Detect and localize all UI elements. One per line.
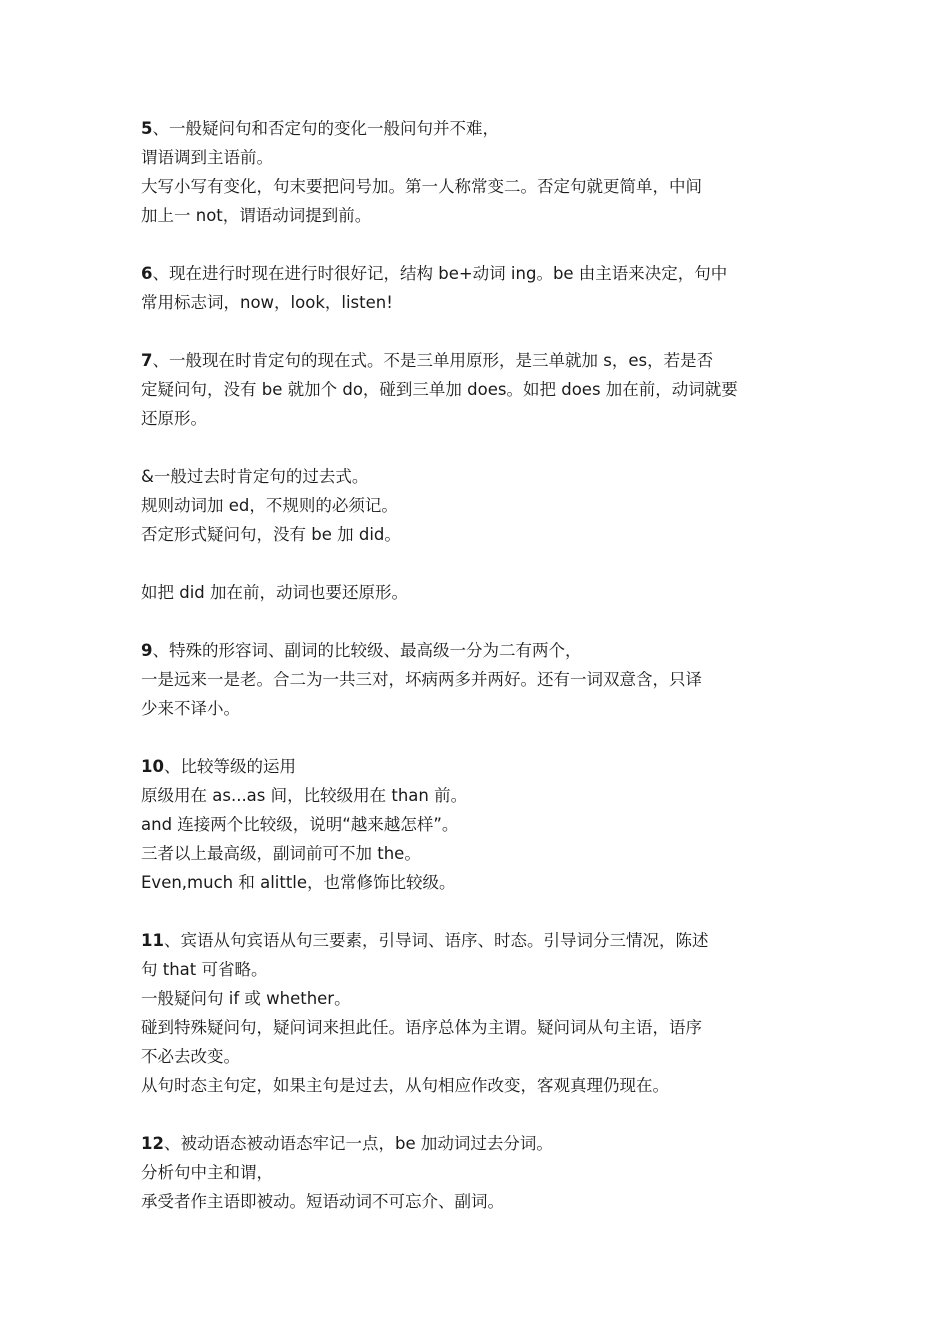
- section-number: 12: [141, 1134, 164, 1153]
- text-line: 碰到特殊疑问句，疑问词来担此任。语序总体为主谓。疑问词从句主语，语序: [141, 1018, 702, 1037]
- section-6-line-1: [141, 259, 811, 288]
- text-line: 、被动语态被动语态牢记一点，be 加动词过去分词。: [163, 1134, 553, 1153]
- section-number: 5: [141, 119, 153, 138]
- section-10: [141, 752, 811, 897]
- text-line: 分析句中主和谓，: [141, 1163, 273, 1182]
- text-line: 常用标志词，now，look，listen!: [141, 293, 393, 312]
- text-line: 加上一 not，谓语动词提到前。: [141, 206, 372, 225]
- text-line: 大写小写有变化，句末要把问号加。第一人称常变二。否定句就更简单，中间: [141, 177, 702, 196]
- text-line: 还原形。: [141, 409, 207, 428]
- text-line: 从句时态主句定，如果主句是过去，从句相应作改变，客观真理仍现在。: [141, 1076, 669, 1095]
- section-11: [141, 926, 811, 1100]
- text-line: 原级用在 as...as 间，比较级用在 than 前。: [141, 786, 468, 805]
- text-line: 、宾语从句宾语从句三要素，引导词、语序、时态。引导词分三情况，陈述: [163, 931, 709, 950]
- section-11-line-1: [141, 926, 811, 955]
- section-10-line-1: [141, 752, 811, 781]
- text-line: 谓语调到主语前。: [141, 148, 273, 167]
- section-8: [141, 462, 811, 549]
- text-line: 、特殊的形容词、副词的比较级、最高级一分为二有两个，: [152, 641, 582, 660]
- section-7-line-1: [141, 346, 811, 375]
- text-line: 少来不译小。: [141, 699, 240, 718]
- section-5: [141, 114, 811, 230]
- text-line: 不必去改变。: [141, 1047, 240, 1066]
- text-line: 否定形式疑问句，没有 be 加 did。: [141, 525, 401, 544]
- text-line: 一是远来一是老。合二为一共三对，坏病两多并两好。还有一词双意含，只译: [141, 670, 702, 689]
- section-number: 9: [141, 641, 153, 660]
- text-line: 承受者作主语即被动。短语动词不可忘介、副词。: [141, 1192, 504, 1211]
- text-line: 、比较等级的运用: [163, 757, 296, 776]
- section-number: 6: [141, 264, 153, 283]
- text-line: 、一般疑问句和否定句的变化一般问句并不难，: [152, 119, 499, 138]
- text-line: &一般过去时肯定句的过去式。: [141, 467, 369, 486]
- text-line: 如把 did 加在前，动词也要还原形。: [141, 583, 409, 602]
- section-6: [141, 259, 811, 317]
- text-line: 句 that 可省略。: [141, 960, 268, 979]
- text-line: 、现在进行时现在进行时很好记，结构 be+动词 ing。be 由主语来决定，句中: [152, 264, 728, 283]
- document-body: [141, 114, 811, 1245]
- text-line: 、一般现在时肯定句的现在式。不是三单用原形，是三单就加 s，es，若是否: [152, 351, 714, 370]
- section-9-line-1: [141, 636, 811, 665]
- text-line: 定疑问句，没有 be 就加个 do，碰到三单加 does。如把 does 加在前，动词就要: [141, 380, 738, 399]
- section-number: 7: [141, 351, 153, 370]
- section-number: 10: [141, 757, 164, 776]
- section-number: 11: [141, 931, 164, 950]
- section-5-line-1: [141, 114, 811, 143]
- text-line: 一般疑问句 if 或 whether。: [141, 989, 351, 1008]
- section-8-cont: [141, 578, 811, 607]
- text-line: 规则动词加 ed，不规则的必须记。: [141, 496, 398, 515]
- section-12-line-1: [141, 1129, 811, 1158]
- text-line: 三者以上最高级，副词前可不加 the。: [141, 844, 421, 863]
- text-line: Even,much 和 alittle，也常修饰比较级。: [141, 873, 456, 892]
- text-line: and 连接两个比较级，说明“越来越怎样”。: [141, 815, 459, 834]
- section-9: [141, 636, 811, 723]
- section-12: [141, 1129, 811, 1216]
- section-7: [141, 346, 811, 433]
